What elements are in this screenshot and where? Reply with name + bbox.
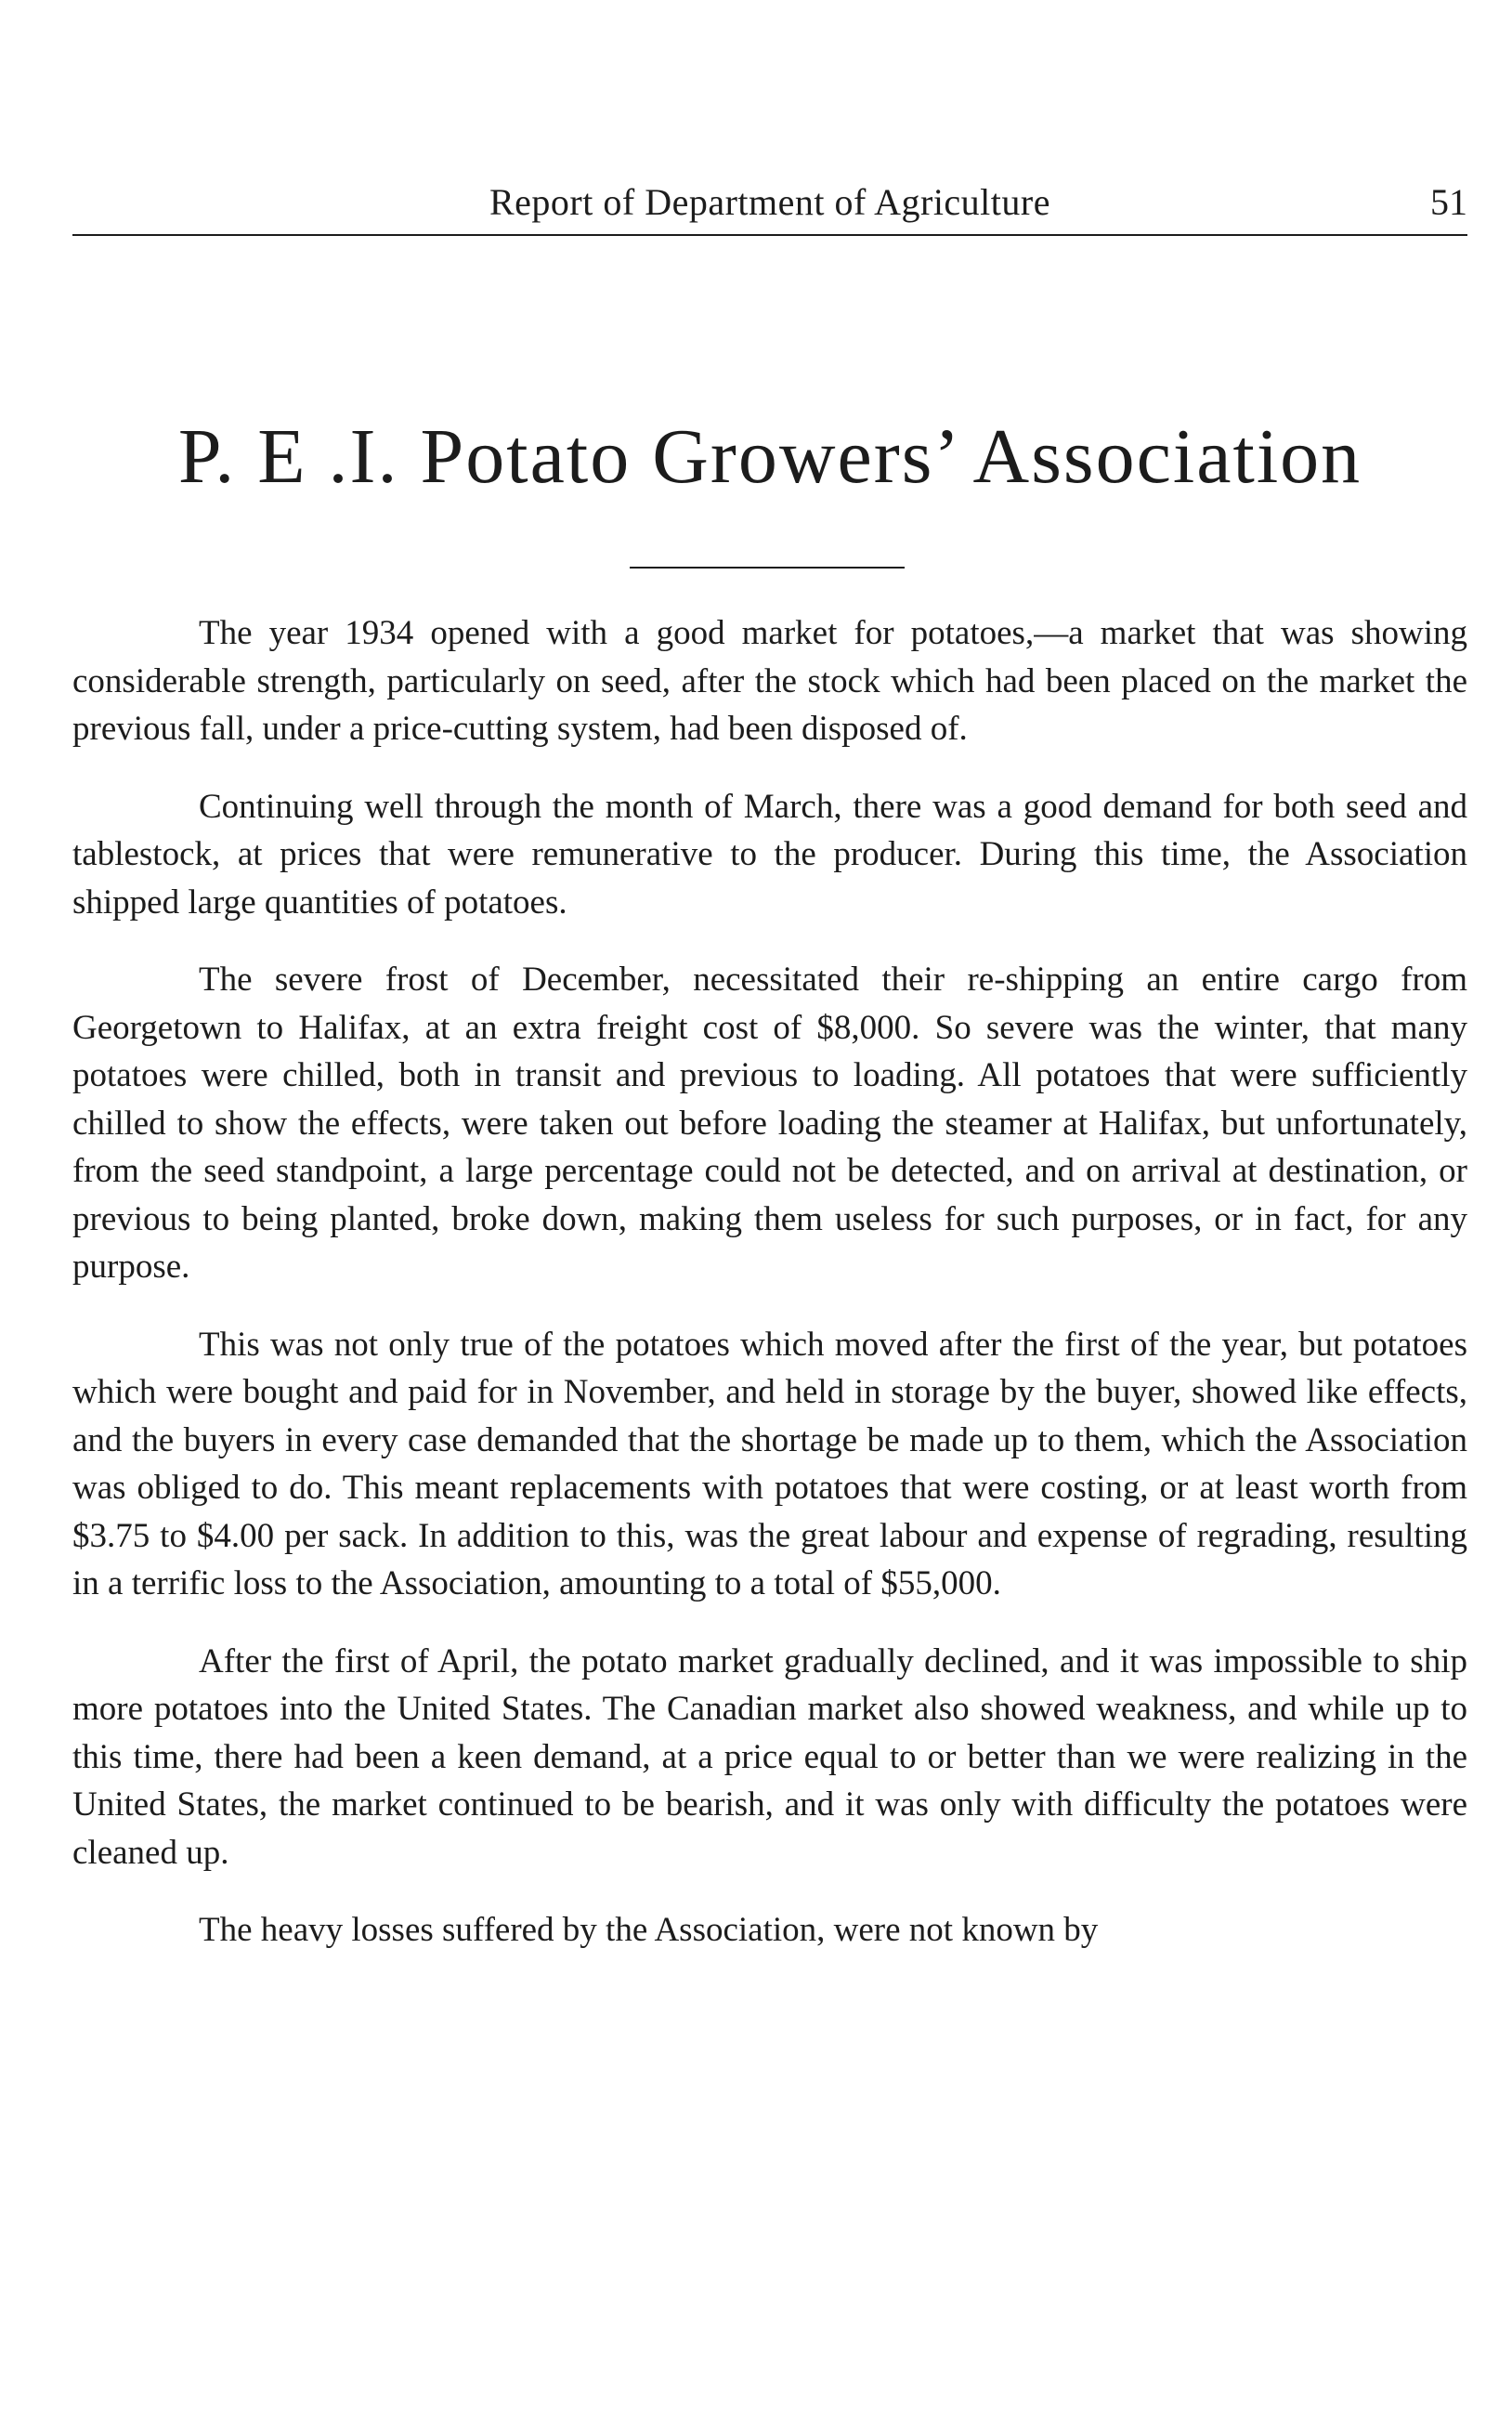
paragraph: After the first of April, the potato market gradually declined, and it was impossible to ship more potatoes into the United States. The Canadian market also showed weakness, and while up to this time, there had been a keen demand, at a price equal to or better than we were realizing in the United States, the market continued to be bearish, and it was only with difficulty the potatoes were cleaned up. <box>72 1641 1467 1872</box>
paragraph: Continuing well through the month of March, there was a good demand for both seed and tablestock, at prices that were remunerative to the producer. During this time, the Association shipped large quantities of potatoes. <box>72 787 1467 922</box>
article-body <box>72 609 1467 1984</box>
paragraph: The severe frost of December, necessitated their re-shipping an entire cargo from Georgetown to Halifax, at an extra freight cost of $8,000. So severe was the winter, that many potatoes were chilled, both in transit and previous to loading. All potatoes that were sufficiently chilled to show the effects, were taken out before loading the steamer at Halifax, but unfortunately, from the seed standpoint, a large percentage could not be detected, and on arrival at destination, or previous to being planted, broke down, making them useless for such purposes, or in fact, for any purpose. <box>72 961 1467 1286</box>
paragraph: The year 1934 opened with a good market for potatoes,—a market that was showing considerable strength, particularly on seed, after the stock which had been placed on the market the previous fall, under a price-cutting system, had been disposed of. <box>72 614 1467 748</box>
document-page <box>72 0 1467 2419</box>
running-title: Report of Department of Agriculture <box>489 181 1050 223</box>
article-title: P. E .I. Potato Growers’ Association <box>177 413 1362 500</box>
title-rule <box>630 567 905 569</box>
paragraph: This was not only true of the potatoes which moved after the first of the year, but potatoes which were bought and paid for in November, and held in storage by the buyer, showed like effects, and the buyers in every case demanded that the shortage be made up to them, which the Association was obliged to do. This meant replacements with potatoes that were costing, or at least worth from $3.75 to $4.00 per sack. In addition to this, was the great labour and expense of regrading, resulting in a terrific loss to the Association, amounting to a total of $55,000. <box>72 1325 1467 1602</box>
paragraph: The heavy losses suffered by the Association, were not known by <box>199 1911 1099 1949</box>
running-header <box>72 175 1467 230</box>
page-number: 51 <box>1430 181 1467 223</box>
header-rule <box>72 234 1467 236</box>
